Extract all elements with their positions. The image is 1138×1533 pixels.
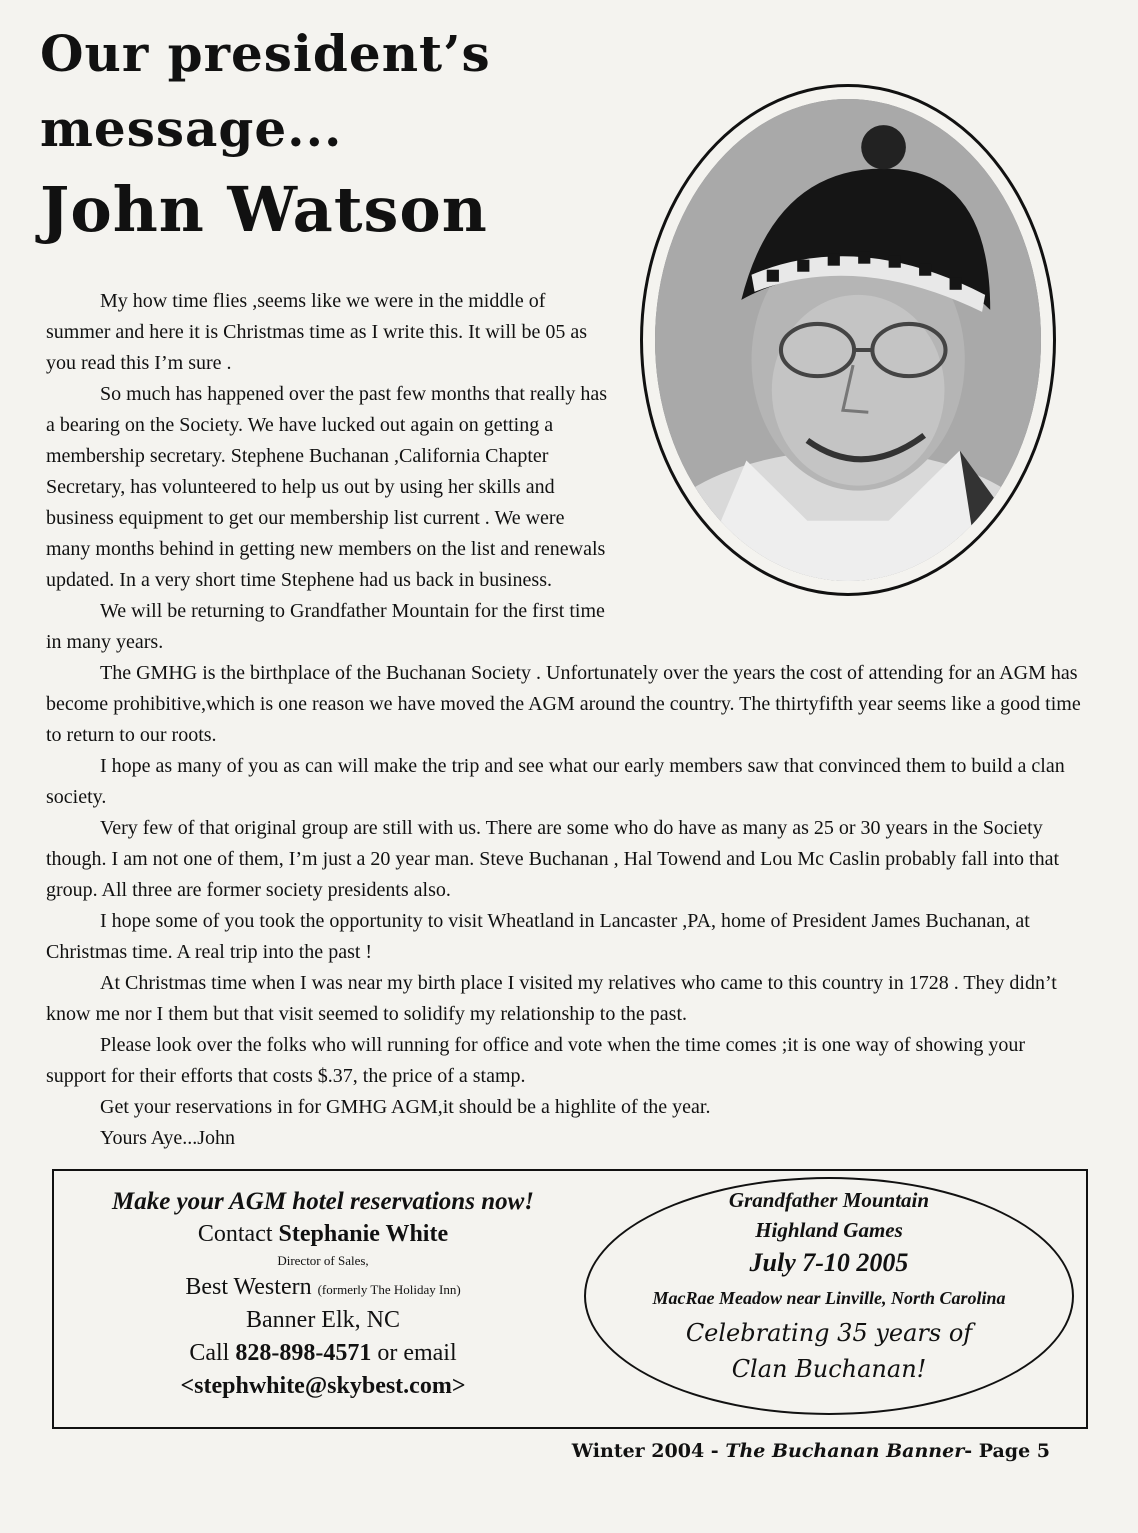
article-paragraph: Very few of that original group are still with us. There are some who do have as many as 25 or 30 years in the Society though. I am not one of them, I’m just a 20 year man. Steve Buchanan , Hal Towend and Lou Mc Caslin probably fall into that group. All three are former society presidents also.: [46, 817, 1060, 901]
article-paragraph: I hope as many of you as can will make the trip and see what our early members saw that convinced them to build a clan society.: [46, 755, 1065, 808]
footer-page: - Page 5: [964, 1440, 1050, 1462]
hotel-reservation-ad: [52, 1169, 1088, 1429]
article-paragraph: Please look over the folks who will running for office and vote when the time comes ;it is one way of showing your support for their efforts that costs $.37, the price of a stamp.: [46, 1034, 1025, 1087]
page-footer: [572, 1440, 1050, 1462]
event-dates: July 7-10 2005: [749, 1248, 909, 1277]
article-paragraph: The GMHG is the birthplace of the Buchanan Society . Unfortunately over the years the cost of attending for an AGM has become prohibitive,which is one reason we have moved the AGM around the country. The thirtyfifth year seems like a good time to return to our roots.: [46, 662, 1081, 746]
hotel-line: [68, 1271, 578, 1304]
hotel-contact-block: [68, 1185, 578, 1403]
celebration-line-2: Clan Buchanan!: [731, 1355, 927, 1383]
footer-magazine: The Buchanan Banner: [725, 1440, 965, 1462]
phone-line: [68, 1337, 578, 1370]
article-paragraph: We will be returning to Grandfather Mountain for the first time in many years.: [46, 600, 605, 653]
highland-games-oval: [584, 1177, 1074, 1415]
celebration-line-1: Celebrating 35 years of: [685, 1319, 973, 1347]
article-signature: Yours Aye...John: [100, 1127, 236, 1149]
email-prefix: or email: [377, 1340, 457, 1366]
headline-line-1: Our president’s: [40, 24, 491, 83]
article-paragraph: So much has happened over the past few months that really has a bearing on the Society. We have lucked out again on getting a membership secretary. Stephene Buchanan ,California Chapter Secretary, has volunteered to help us out by using her skills and business equipment to get our membership list current . We were many months behind in getting new members on the list and renewals updated. In a very short time Stephene had us back in business.: [46, 383, 608, 591]
hotel-name: Best Western: [185, 1274, 312, 1300]
call-prefix: Call: [189, 1340, 230, 1366]
contact-name: Stephanie White: [278, 1221, 449, 1247]
article-paragraph: My how time flies ,seems like we were in the middle of summer and here it is Christmas time as I write this. It will be 05 as you read this I’m sure .: [46, 290, 588, 374]
contact-line: [68, 1218, 578, 1251]
contact-prefix: Contact: [197, 1221, 273, 1247]
event-name-line-2: Highland Games: [755, 1218, 903, 1242]
hotel-city: Banner Elk, NC: [246, 1307, 400, 1333]
footer-season: Winter 2004 -: [571, 1440, 719, 1462]
article-paragraph: Get your reservations in for GMHG AGM,it should be a highlite of the year.: [100, 1096, 711, 1118]
email-text: <stephwhite@skybest.com>: [180, 1373, 466, 1399]
email-address: [68, 1370, 578, 1403]
event-location: MacRae Meadow near Linville, North Carolina: [652, 1288, 1006, 1308]
hotel-note: (formerly The Holiday Inn): [317, 1282, 461, 1297]
article-headline: [40, 24, 600, 246]
article-paragraph: At Christmas time when I was near my birth place I visited my relatives who came to this country in 1728 . They didn’t know me nor I them but that visit seemed to solidify my relationship to the past.: [46, 972, 1057, 1025]
ad-lead: Make your AGM hotel reservations now!: [111, 1188, 535, 1215]
article-column-beside-photo: [46, 286, 608, 658]
phone-number: 828-898-4571: [235, 1340, 372, 1366]
president-message-body: [46, 286, 1086, 1154]
headline-author: John Watson: [40, 173, 488, 246]
headline-line-2: message...: [40, 98, 343, 158]
event-name-line-1: Grandfather Mountain: [728, 1188, 930, 1212]
article-paragraph: I hope some of you took the opportunity to visit Wheatland in Lancaster ,PA, home of President James Buchanan, at Christmas time. A real trip into the past !: [46, 910, 1030, 963]
contact-title: Director of Sales,: [277, 1253, 369, 1268]
